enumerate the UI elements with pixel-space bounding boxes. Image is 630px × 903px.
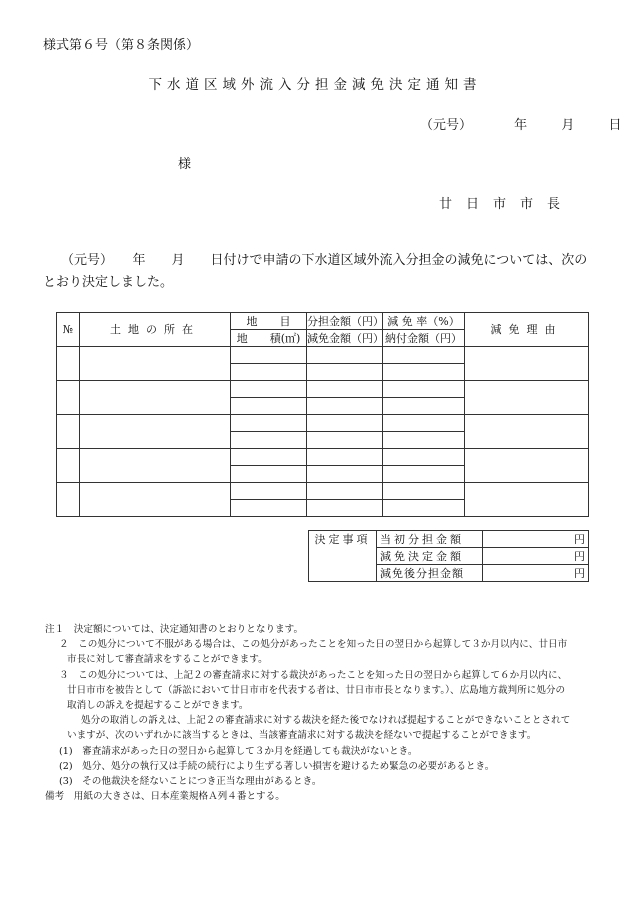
- row-cell[interactable]: [231, 449, 307, 466]
- row-reason-cell[interactable]: [465, 483, 589, 517]
- header-share-amount: 分担金額（円）: [307, 314, 384, 328]
- row-reason-cell[interactable]: [465, 381, 589, 415]
- reduction-decision-amount[interactable]: 円: [483, 548, 589, 565]
- row-reason-cell[interactable]: [465, 449, 589, 483]
- form-number: 様式第６号（第８条関係）: [43, 38, 200, 53]
- initial-share-label: 当初分担金額: [377, 531, 483, 548]
- row-cell[interactable]: [383, 398, 465, 415]
- row-cell[interactable]: [383, 381, 465, 398]
- header-land-category: 地 目: [231, 313, 307, 330]
- row-cell[interactable]: [307, 347, 383, 364]
- row-cell[interactable]: [383, 483, 465, 500]
- row-cell[interactable]: [383, 500, 465, 517]
- header-payment-amount: 納付金額（円）: [383, 330, 465, 347]
- after-reduction-label: 減免後分担金額: [377, 565, 483, 582]
- row-cell[interactable]: [231, 500, 307, 517]
- note-line: 市長に対して審査請求をすることができます。: [67, 654, 268, 666]
- row-no-cell[interactable]: [57, 381, 80, 415]
- row-cell[interactable]: [307, 449, 383, 466]
- row-cell[interactable]: [231, 483, 307, 500]
- row-location-cell[interactable]: [80, 415, 231, 449]
- row-no-cell[interactable]: [57, 415, 80, 449]
- after-reduction-amount[interactable]: 円: [483, 565, 589, 582]
- row-reason-cell[interactable]: [465, 347, 589, 381]
- row-no-cell[interactable]: [57, 449, 80, 483]
- row-cell[interactable]: [231, 466, 307, 483]
- row-cell[interactable]: [383, 449, 465, 466]
- row-cell[interactable]: [231, 381, 307, 398]
- reduction-decision-label: 減免決定金額: [377, 548, 483, 565]
- date-month: 月: [561, 118, 575, 133]
- note-line: 処分の取消しの訴えは、上記２の審査請求に対する裁決を経た後でなければ提起することができないこととされて: [81, 715, 571, 727]
- note-line: 廿日市市を被告として（訴訟において廿日市市を代表する者は、廿日市市長となります。）、広島地方裁判所に処分の: [67, 684, 566, 696]
- row-cell[interactable]: [307, 500, 383, 517]
- row-reason-cell[interactable]: [465, 415, 589, 449]
- issue-date: [420, 114, 627, 133]
- row-cell[interactable]: [383, 466, 465, 483]
- row-cell[interactable]: [231, 398, 307, 415]
- addressee-suffix: 様: [178, 157, 192, 172]
- note-line: 注１ 決定額については、決定通知書のとおりとなります。: [45, 624, 304, 635]
- header-reason: 減免理由: [465, 313, 589, 347]
- row-cell[interactable]: [383, 364, 465, 381]
- row-cell[interactable]: [231, 364, 307, 381]
- row-cell[interactable]: [231, 432, 307, 449]
- note-line: 取消しの訴えを提起することができます。: [67, 700, 249, 712]
- issuer-name: 廿日市市長: [439, 197, 575, 212]
- row-location-cell[interactable]: [80, 347, 231, 381]
- header-location: 土地の所在: [80, 313, 231, 347]
- row-location-cell[interactable]: [80, 483, 231, 517]
- body-paragraph: （元号） 年 月 日付けで申請の下水道区域外流入分担金の減免については、次のとおり決定しました。: [43, 253, 588, 290]
- note-line: (1) 審査請求があった日の翌日から起算して３か月を経過しても裁決がないとき。: [59, 745, 418, 757]
- header-reduction-rate: 減 免 率（%）: [383, 313, 465, 330]
- row-cell[interactable]: [383, 347, 465, 364]
- row-cell[interactable]: [307, 381, 383, 398]
- row-location-cell[interactable]: [80, 449, 231, 483]
- date-era: （元号）: [420, 118, 473, 133]
- row-cell[interactable]: [231, 347, 307, 364]
- land-detail-table: [56, 312, 589, 517]
- row-cell[interactable]: [307, 466, 383, 483]
- row-cell[interactable]: [231, 415, 307, 432]
- decision-table: [308, 530, 589, 582]
- row-cell[interactable]: [307, 432, 383, 449]
- row-cell[interactable]: [307, 483, 383, 500]
- initial-share-amount[interactable]: 円: [483, 531, 589, 548]
- note-line: ３ この処分については、上記２の審査請求に対する裁決があったことを知った日の翌日から起算して６か月以内に、: [59, 669, 568, 681]
- date-day: 日: [608, 118, 622, 133]
- note-line: (3) その他裁決を経ないことにつき正当な理由があるとき。: [59, 776, 322, 788]
- row-cell[interactable]: [307, 398, 383, 415]
- header-no: №: [57, 313, 80, 347]
- row-location-cell[interactable]: [80, 381, 231, 415]
- row-cell[interactable]: [307, 415, 383, 432]
- date-year: 年: [514, 118, 528, 133]
- row-cell[interactable]: [383, 415, 465, 432]
- row-no-cell[interactable]: [57, 483, 80, 517]
- row-cell[interactable]: [307, 364, 383, 381]
- document-title: 下水道区域外流入分担金減免決定通知書: [148, 77, 482, 93]
- note-line: (2) 処分、処分の執行又は手続の続行により生ずる著しい損害を避けるため緊急の必要があるとき。: [59, 760, 495, 772]
- header-area: 地 積(㎡): [231, 330, 307, 347]
- row-no-cell[interactable]: [57, 347, 80, 381]
- decision-label: 決定事項: [309, 531, 377, 582]
- remark-line: 備考 用紙の大きさは、日本産業規格Ａ列４番とする。: [45, 791, 285, 803]
- row-cell[interactable]: [383, 432, 465, 449]
- note-line: いますが、次のいずれかに該当するときは、当該審査請求に対する裁決を経ないで提起することができます。: [67, 730, 537, 742]
- notes-section: [45, 622, 605, 804]
- note-line: ２ この処分について不服がある場合は、この処分があったことを知った日の翌日から起算して３か月以内に、廿日市: [59, 639, 568, 651]
- header-reduction-amount: 減免金額（円）: [307, 331, 384, 345]
